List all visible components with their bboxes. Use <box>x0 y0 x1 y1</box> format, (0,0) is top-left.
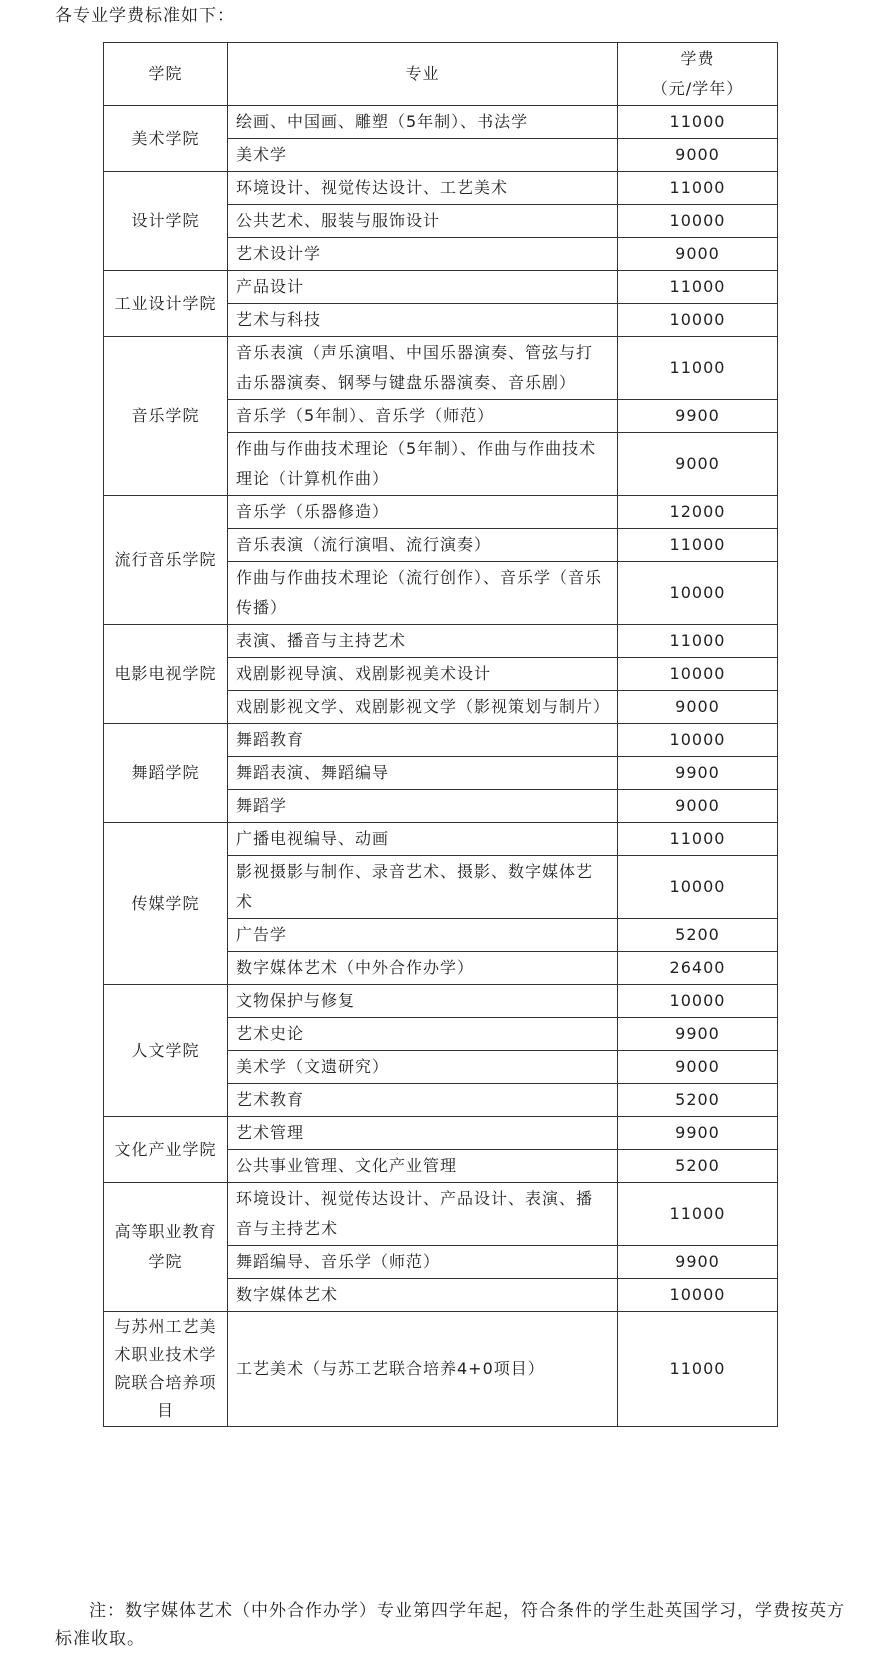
table-row <box>104 496 778 529</box>
major-cell: 艺术史论 <box>228 1018 618 1051</box>
fee-cell: 11000 <box>618 271 778 304</box>
fee-cell: 11000 <box>618 823 778 856</box>
college-cell: 美术学院 <box>104 106 228 172</box>
major-cell: 影视摄影与制作、录音艺术、摄影、数字媒体艺术 <box>228 856 618 919</box>
table-row <box>104 1117 778 1150</box>
college-cell: 流行音乐学院 <box>104 496 228 625</box>
table-row <box>104 106 778 139</box>
major-cell: 舞蹈表演、舞蹈编导 <box>228 757 618 790</box>
major-cell: 广告学 <box>228 919 618 952</box>
major-cell: 艺术与科技 <box>228 304 618 337</box>
college-cell: 与苏州工艺美术职业技术学院联合培养项目 <box>104 1312 228 1427</box>
college-cell: 人文学院 <box>104 985 228 1117</box>
fee-cell: 9000 <box>618 790 778 823</box>
major-cell: 绘画、中国画、雕塑（5年制）、书法学 <box>228 106 618 139</box>
fee-cell: 11000 <box>618 337 778 400</box>
table-row <box>104 1312 778 1427</box>
tuition-table <box>103 42 778 1427</box>
fee-cell: 9900 <box>618 1018 778 1051</box>
table-row <box>104 337 778 400</box>
table-row <box>104 271 778 304</box>
major-cell: 舞蹈编导、音乐学（师范） <box>228 1246 618 1279</box>
major-cell: 环境设计、视觉传达设计、产品设计、表演、播音与主持艺术 <box>228 1183 618 1246</box>
college-cell: 文化产业学院 <box>104 1117 228 1183</box>
fee-cell: 9900 <box>618 1117 778 1150</box>
major-cell: 数字媒体艺术 <box>228 1279 618 1312</box>
major-cell: 作曲与作曲技术理论（5年制）、作曲与作曲技术理论（计算机作曲） <box>228 433 618 496</box>
fee-cell: 10000 <box>618 856 778 919</box>
major-cell: 艺术教育 <box>228 1084 618 1117</box>
fee-cell: 9900 <box>618 757 778 790</box>
fee-cell: 9000 <box>618 433 778 496</box>
fee-cell: 11000 <box>618 1183 778 1246</box>
college-cell: 工业设计学院 <box>104 271 228 337</box>
college-cell: 设计学院 <box>104 172 228 271</box>
fee-cell: 10000 <box>618 1279 778 1312</box>
table-body <box>104 106 778 1427</box>
major-cell: 美术学（文遗研究） <box>228 1051 618 1084</box>
major-cell: 艺术管理 <box>228 1117 618 1150</box>
college-cell: 传媒学院 <box>104 823 228 985</box>
fee-cell: 9000 <box>618 1051 778 1084</box>
major-cell: 环境设计、视觉传达设计、工艺美术 <box>228 172 618 205</box>
major-cell: 戏剧影视导演、戏剧影视美术设计 <box>228 658 618 691</box>
fee-cell: 10000 <box>618 985 778 1018</box>
fee-cell: 10000 <box>618 205 778 238</box>
table-row <box>104 1183 778 1246</box>
fee-cell: 11000 <box>618 106 778 139</box>
table-row <box>104 172 778 205</box>
table-row <box>104 724 778 757</box>
major-cell: 戏剧影视文学、戏剧影视文学（影视策划与制片） <box>228 691 618 724</box>
footnote: 注：数字媒体艺术（中外合作办学）专业第四学年起，符合条件的学生赴英国学习，学费按英方标准收取。 <box>55 1601 845 1649</box>
fee-cell: 11000 <box>618 529 778 562</box>
fee-cell: 5200 <box>618 1150 778 1183</box>
header-row <box>104 43 778 106</box>
major-cell: 音乐学（乐器修造） <box>228 496 618 529</box>
fee-cell: 9000 <box>618 691 778 724</box>
major-cell: 艺术设计学 <box>228 238 618 271</box>
intro-text: 各专业学费标准如下： <box>55 6 235 26</box>
major-cell: 舞蹈教育 <box>228 724 618 757</box>
fee-cell: 9900 <box>618 400 778 433</box>
major-cell: 表演、播音与主持艺术 <box>228 625 618 658</box>
fee-cell: 5200 <box>618 1084 778 1117</box>
fee-cell: 9000 <box>618 139 778 172</box>
major-cell: 产品设计 <box>228 271 618 304</box>
fee-cell: 10000 <box>618 304 778 337</box>
fee-cell: 9900 <box>618 1246 778 1279</box>
fee-cell: 11000 <box>618 172 778 205</box>
fee-cell: 9000 <box>618 238 778 271</box>
major-cell: 广播电视编导、动画 <box>228 823 618 856</box>
major-cell: 文物保护与修复 <box>228 985 618 1018</box>
major-cell: 音乐表演（声乐演唱、中国乐器演奏、管弦与打击乐器演奏、钢琴与键盘乐器演奏、音乐剧） <box>228 337 618 400</box>
fee-cell: 26400 <box>618 952 778 985</box>
college-cell: 高等职业教育学院 <box>104 1183 228 1312</box>
table-row <box>104 823 778 856</box>
fee-cell: 11000 <box>618 1312 778 1427</box>
college-cell: 音乐学院 <box>104 337 228 496</box>
header-fee-line2: （元/学年） <box>651 79 744 98</box>
fee-cell: 11000 <box>618 625 778 658</box>
fee-cell: 10000 <box>618 658 778 691</box>
college-cell: 电影电视学院 <box>104 625 228 724</box>
fee-cell: 10000 <box>618 562 778 625</box>
fee-cell: 12000 <box>618 496 778 529</box>
header-college: 学院 <box>104 43 228 106</box>
fee-cell: 5200 <box>618 919 778 952</box>
table-row <box>104 625 778 658</box>
college-cell: 舞蹈学院 <box>104 724 228 823</box>
major-cell: 数字媒体艺术（中外合作办学） <box>228 952 618 985</box>
major-cell: 美术学 <box>228 139 618 172</box>
header-fee-line1: 学费 <box>680 49 715 68</box>
header-major: 专业 <box>228 43 618 106</box>
fee-cell: 10000 <box>618 724 778 757</box>
major-cell: 公共艺术、服装与服饰设计 <box>228 205 618 238</box>
major-cell: 作曲与作曲技术理论（流行创作）、音乐学（音乐传播） <box>228 562 618 625</box>
major-cell: 公共事业管理、文化产业管理 <box>228 1150 618 1183</box>
major-cell: 音乐表演（流行演唱、流行演奏） <box>228 529 618 562</box>
major-cell: 舞蹈学 <box>228 790 618 823</box>
header-fee <box>618 43 778 106</box>
major-cell: 音乐学（5年制）、音乐学（师范） <box>228 400 618 433</box>
major-cell: 工艺美术（与苏工艺联合培养4+0项目） <box>228 1312 618 1427</box>
table-row <box>104 985 778 1018</box>
